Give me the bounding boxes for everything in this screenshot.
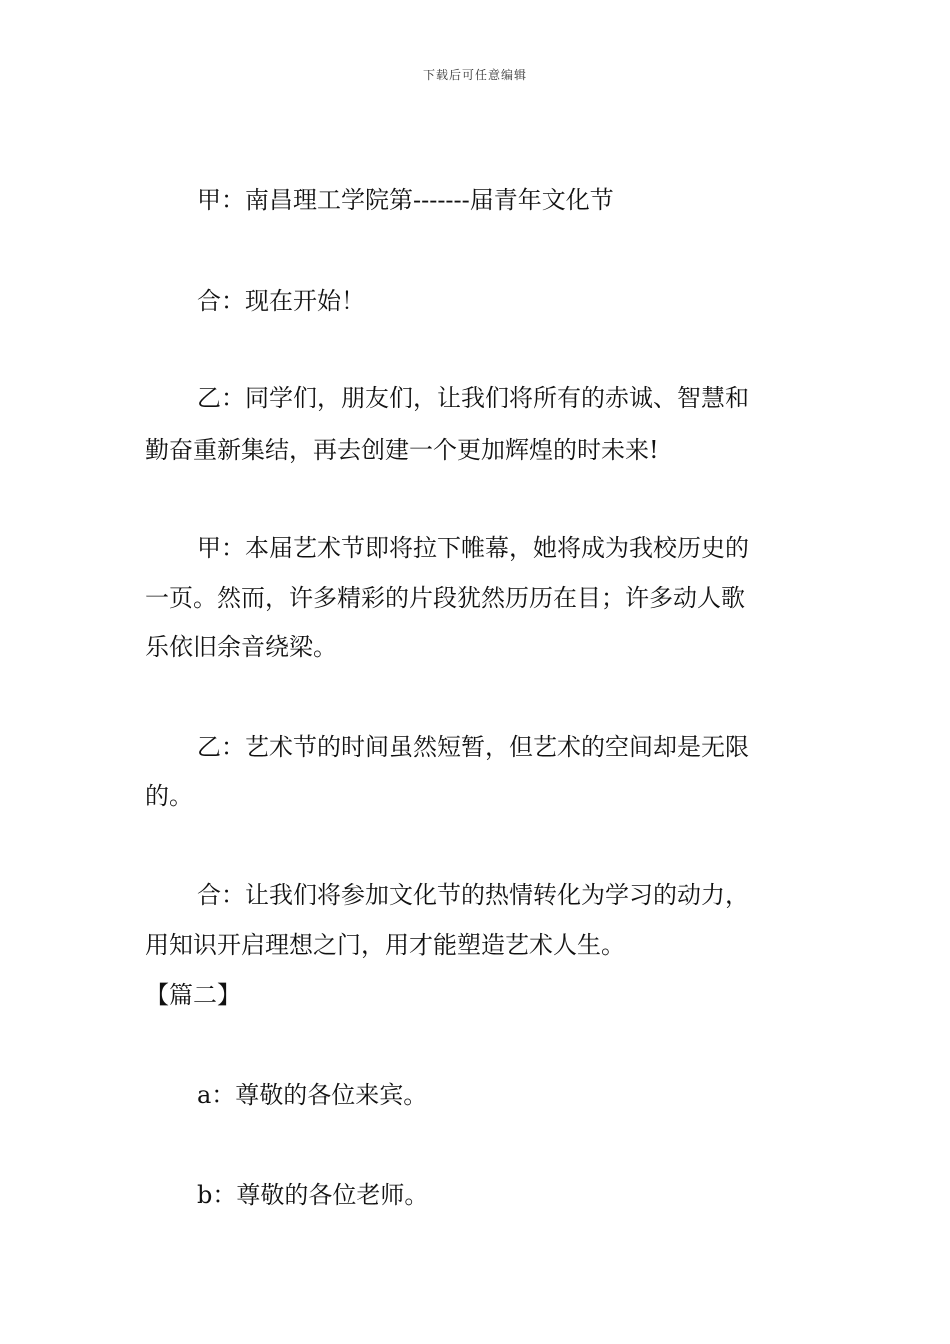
paragraph-line: 一页。然而，许多精彩的片段犹然历历在目；许多动人歌 (145, 584, 745, 612)
paragraph-line: 合：让我们将参加文化节的热情转化为学习的动力， (197, 881, 749, 909)
paragraph-line: 合：现在开始！ (197, 287, 365, 315)
paragraph-line: 甲：本届艺术节即将拉下帷幕，她将成为我校历史的 (197, 534, 749, 562)
paragraph-line: a：尊敬的各位来宾。 (197, 1081, 428, 1109)
paragraph-line: b：尊敬的各位老师。 (197, 1181, 429, 1209)
paragraph-line: 勤奋重新集结，再去创建一个更加辉煌的时未来! (145, 436, 659, 464)
paragraph-line: 乐依旧余音绕梁。 (145, 633, 337, 661)
paragraph-line: 的。 (145, 782, 193, 810)
paragraph-line: 用知识开启理想之门，用才能塑造艺术人生。 (145, 931, 625, 959)
paragraph-line: 乙：同学们，朋友们，让我们将所有的赤诚、智慧和 (197, 384, 749, 412)
page-header-note: 下载后可任意编辑 (422, 68, 527, 82)
paragraph-line: 乙：艺术节的时间虽然短暂，但艺术的空间却是无限 (197, 733, 749, 761)
paragraph-line: 甲：南昌理工学院第-------届青年文化节 (197, 186, 614, 214)
section-heading: 【篇二】 (145, 981, 241, 1009)
